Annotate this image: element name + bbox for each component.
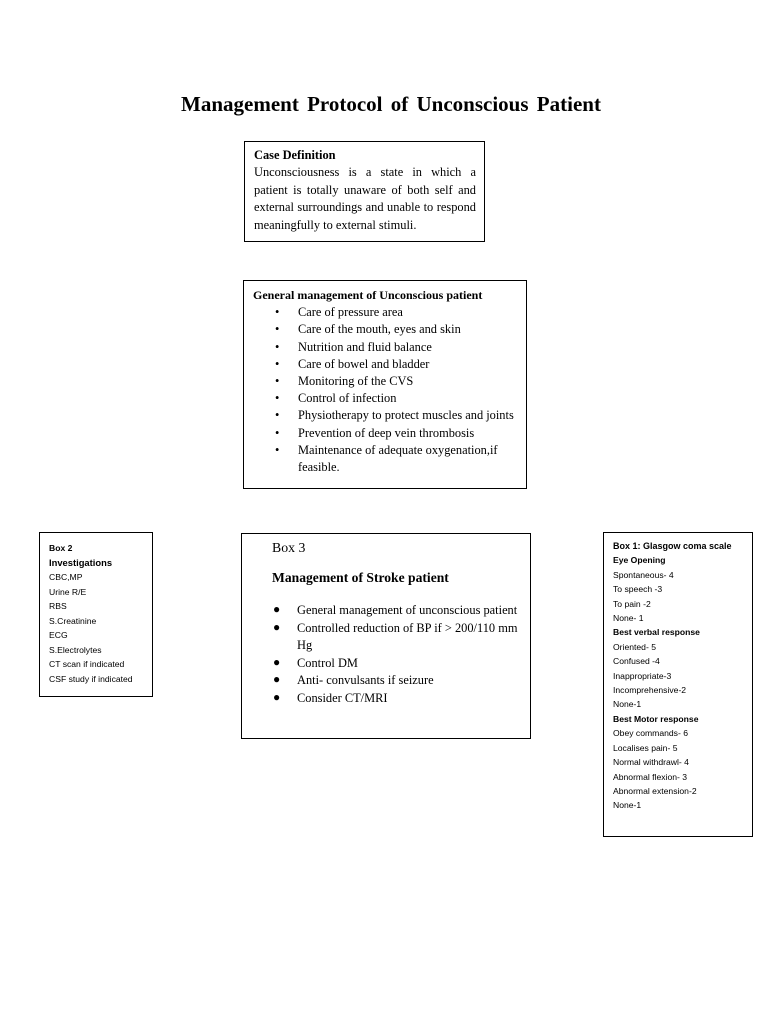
case-definition-box [244, 141, 485, 242]
list-item: Inappropriate-3 [613, 670, 672, 681]
case-definition-heading: Case Definition [254, 148, 336, 162]
investigations-box [39, 532, 153, 697]
gcs-heading: Box 1: Glasgow coma scale [613, 541, 732, 551]
page-title: Management Protocol of Unconscious Patient [181, 92, 601, 116]
bullet-icon: • [275, 356, 280, 371]
list-item: None-1 [613, 699, 642, 710]
list-item: CBC,MP [49, 572, 83, 582]
list-item [272, 655, 520, 673]
verbal-response-heading: Best verbal response [613, 627, 700, 638]
list-item: Oriented- 5 [613, 641, 656, 652]
list-item: CSF study if indicated [49, 673, 133, 684]
bullet-icon: • [275, 374, 280, 389]
list-item: S.Electrolytes [49, 644, 102, 655]
list-item [272, 620, 520, 655]
stroke-management-box [241, 533, 531, 739]
bullet-icon: • [275, 391, 280, 406]
list-item: RBS [49, 601, 67, 611]
list-item: ECG [49, 630, 68, 640]
box3-label: Box 3 [272, 540, 306, 555]
investigations-heading: Investigations [49, 556, 113, 568]
list-item [272, 690, 520, 708]
list-item: To pain -2 [613, 598, 651, 609]
list-item: None-1 [613, 800, 642, 811]
list-item-text: Maintenance of adequate oxygenation,if feasible. [298, 442, 498, 475]
list-item [253, 373, 520, 390]
list-item: Obey commands- 6 [613, 728, 688, 739]
list-item: Localises pain- 5 [613, 742, 678, 753]
list-item-text: Nutrition and fluid balance [298, 339, 432, 354]
list-item: S.Creatinine [49, 615, 97, 626]
list-item-text: Consider CT/MRI [297, 690, 388, 705]
list-item [253, 425, 520, 442]
list-item-text: Monitoring of the CVS [298, 374, 414, 389]
list-item: Confused -4 [613, 656, 660, 667]
list-item: CT scan if indicated [49, 659, 125, 669]
list-item: Urine R/E [49, 586, 87, 597]
bullet-icon: ● [273, 689, 281, 704]
list-item [253, 390, 520, 407]
list-item: None- 1 [613, 613, 644, 624]
list-item-text: General management of unconscious patient [297, 603, 518, 617]
stroke-management-heading: Management of Stroke patient [272, 570, 449, 585]
list-item [253, 442, 520, 476]
list-item [253, 321, 520, 338]
general-management-heading: General management of Unconscious patient [253, 288, 483, 302]
general-management-box [243, 280, 527, 489]
bullet-icon: ● [273, 602, 281, 616]
list-item-text: Control DM [297, 655, 358, 670]
general-management-list [253, 304, 520, 476]
list-item-text: Care of pressure area [298, 305, 403, 320]
list-item: Abnormal flexion- 3 [613, 771, 688, 782]
list-item-text: Care of bowel and bladder [298, 356, 430, 371]
eye-opening-heading: Eye Opening [613, 555, 666, 566]
list-item [253, 304, 520, 321]
list-item-text: Control of infection [298, 391, 397, 406]
glasgow-coma-scale-box [603, 532, 753, 837]
bullet-icon: • [275, 442, 280, 457]
motor-response-heading: Best Motor response [613, 713, 699, 724]
list-item: Normal withdrawl- 4 [613, 757, 689, 768]
stroke-management-list [272, 602, 520, 708]
list-item-text: Anti- convulsants if seizure [297, 673, 434, 688]
list-item-text: Physiotherapy to protect muscles and joints [298, 408, 514, 423]
bullet-icon: • [275, 339, 280, 354]
list-item [272, 602, 520, 620]
list-item [253, 356, 520, 373]
list-item: Incomprehensive-2 [613, 685, 687, 696]
bullet-icon: • [275, 425, 280, 440]
case-definition-text: Unconsciousness is a state in which a patient is totally unaware of both self and external surroundings and unable to respond meaningfully to external stimuli. [254, 165, 476, 232]
list-item-text: Prevention of deep vein thrombosis [298, 425, 475, 440]
bullet-icon: ● [273, 654, 281, 669]
bullet-icon: • [275, 305, 280, 320]
list-item-text: Care of the mouth, eyes and skin [298, 322, 461, 337]
list-item [272, 672, 520, 690]
box2-label: Box 2 [49, 543, 73, 553]
list-item [253, 407, 520, 424]
list-item: To speech -3 [613, 584, 663, 595]
list-item-text: Controlled reduction of BP if > 200/110 mm Hg [297, 620, 518, 653]
bullet-icon: ● [273, 672, 281, 687]
bullet-icon: • [275, 322, 280, 337]
bullet-icon: ● [273, 619, 281, 634]
list-item: Abnormal extension-2 [613, 785, 697, 796]
list-item: Spontaneous- 4 [613, 569, 674, 580]
list-item [253, 339, 520, 356]
bullet-icon: • [275, 408, 280, 423]
